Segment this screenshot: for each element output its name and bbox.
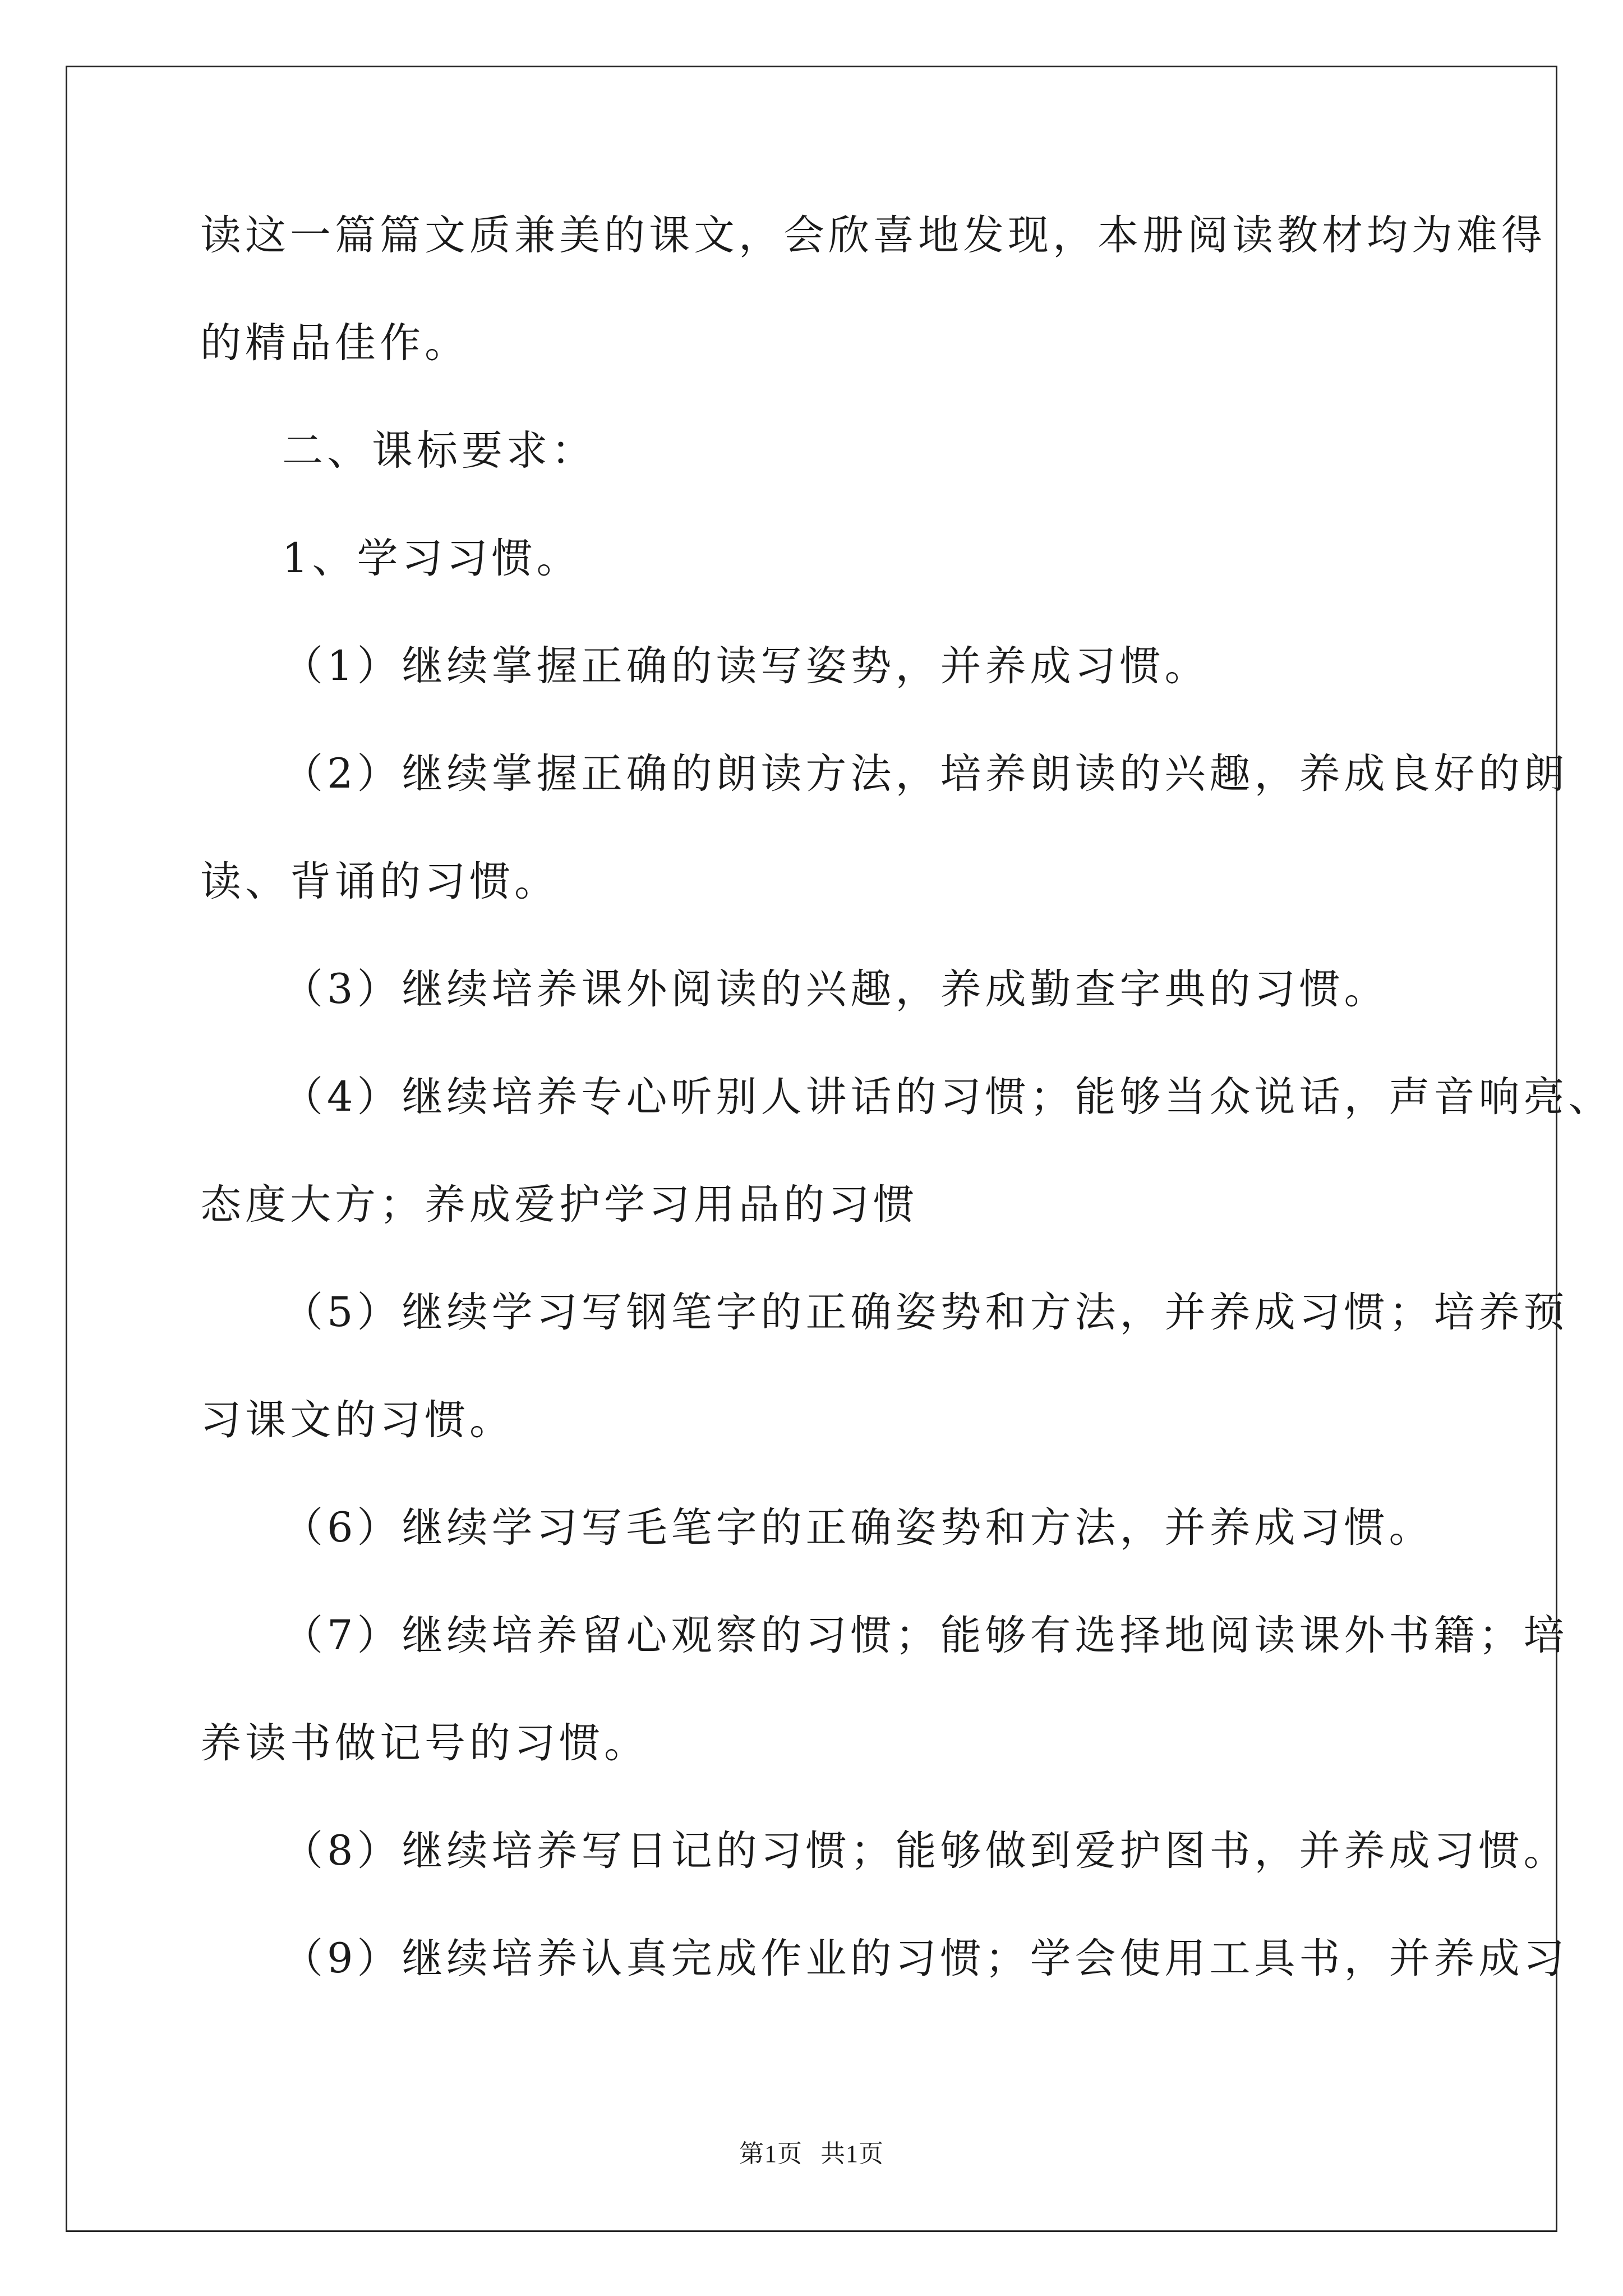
section-heading: 二、课标要求： — [282, 427, 596, 475]
text-line: 读这一篇篇文质兼美的课文，会欣喜地发现，本册阅读教材均为难得 — [200, 211, 1546, 259]
list-item: （5）继续学习写钢笔字的正确姿势和方法，并养成习惯；培养预 — [282, 1289, 1569, 1336]
page-border — [66, 66, 1557, 2232]
list-item: （8）继续培养写日记的习惯；能够做到爱护图书，并养成习惯。 — [282, 1827, 1569, 1875]
list-item: （7）继续培养留心观察的习惯；能够有选择地阅读课外书籍；培 — [282, 1612, 1569, 1659]
text-line: 态度大方；养成爱护学习用品的习惯 — [200, 1181, 918, 1228]
page-footer — [0, 2137, 1623, 2171]
page-total: 共1页 — [820, 2140, 884, 2168]
page-number: 第1页 — [739, 2140, 803, 2168]
text-line: 读、背诵的习惯。 — [200, 858, 559, 905]
list-item: （3）继续培养课外阅读的兴趣，养成勤查字典的习惯。 — [282, 965, 1389, 1013]
list-item: （1）继续掌握正确的读写姿势，并养成习惯。 — [282, 642, 1210, 690]
text-line: 养读书做记号的习惯。 — [200, 1719, 649, 1767]
subsection-heading: 1、学习习惯。 — [282, 535, 582, 582]
list-item: （6）继续学习写毛笔字的正确姿势和方法，并养成习惯。 — [282, 1504, 1434, 1552]
list-item: （9）继续培养认真完成作业的习惯；学会使用工具书，并养成习 — [282, 1935, 1569, 1982]
list-item: （2）继续掌握正确的朗读方法，培养朗读的兴趣，养成良好的朗 — [282, 750, 1569, 798]
list-item: （4）继续培养专心听别人讲话的习惯；能够当众说话，声音响亮、 — [282, 1073, 1613, 1121]
text-line: 习课文的习惯。 — [200, 1396, 514, 1444]
text-line: 的精品佳作。 — [200, 319, 469, 367]
